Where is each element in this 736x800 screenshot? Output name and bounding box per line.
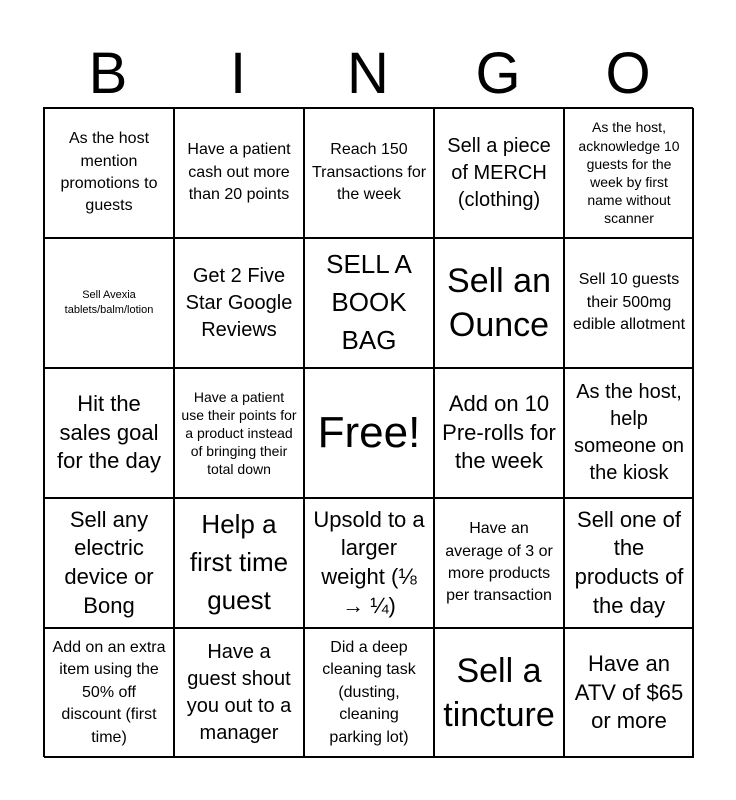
header-letter-o: O bbox=[605, 41, 651, 106]
bingo-cell[interactable]: Sell a piece of MERCH (clothing) bbox=[434, 108, 564, 238]
bingo-cell[interactable]: Have a guest shout you out to a manager bbox=[174, 628, 304, 758]
bingo-cell[interactable]: Sell Avexia tablets/balm/lotion bbox=[44, 238, 174, 368]
header-letter-g: G bbox=[475, 41, 521, 106]
bingo-header bbox=[43, 42, 693, 106]
bingo-cell[interactable]: SELL A BOOK BAG bbox=[304, 238, 434, 368]
bingo-cell[interactable]: Sell any electric device or Bong bbox=[44, 498, 174, 628]
header-letter-n: N bbox=[347, 41, 389, 106]
bingo-board bbox=[43, 107, 693, 757]
bingo-cell[interactable]: Upsold to a larger weight (⅛ → ¼) bbox=[304, 498, 434, 628]
bingo-cell[interactable]: As the host mention promotions to guests bbox=[44, 108, 174, 238]
header-letter-i: I bbox=[229, 41, 247, 106]
bingo-cell[interactable]: Sell one of the products of the day bbox=[564, 498, 694, 628]
bingo-cell[interactable]: Add on 10 Pre-rolls for the week bbox=[434, 368, 564, 498]
bingo-cell[interactable]: Did a deep cleaning task (dusting, cleaning parking lot) bbox=[304, 628, 434, 758]
bingo-cell[interactable]: Have a patient use their points for a product instead of bringing their total down bbox=[174, 368, 304, 498]
header-letter-b: B bbox=[88, 41, 128, 106]
bingo-cell[interactable]: As the host, help someone on the kiosk bbox=[564, 368, 694, 498]
bingo-cell[interactable]: Get 2 Five Star Google Reviews bbox=[174, 238, 304, 368]
bingo-cell[interactable]: Sell a tincture bbox=[434, 628, 564, 758]
bingo-cell[interactable]: Have a patient cash out more than 20 points bbox=[174, 108, 304, 238]
bingo-cell[interactable]: Sell an Ounce bbox=[434, 238, 564, 368]
bingo-cell[interactable]: Have an average of 3 or more products per transaction bbox=[434, 498, 564, 628]
bingo-cell[interactable]: Help a first time guest bbox=[174, 498, 304, 628]
bingo-cell[interactable]: Sell 10 guests their 500mg edible allotment bbox=[564, 238, 694, 368]
bingo-cell[interactable]: As the host, acknowledge 10 guests for the week by first name without scanner bbox=[564, 108, 694, 238]
bingo-cell[interactable]: Hit the sales goal for the day bbox=[44, 368, 174, 498]
bingo-cell[interactable]: Add on an extra item using the 50% off discount (first time) bbox=[44, 628, 174, 758]
bingo-cell[interactable]: Reach 150 Transactions for the week bbox=[304, 108, 434, 238]
free-space-cell[interactable]: Free! bbox=[304, 368, 434, 498]
bingo-cell[interactable]: Have an ATV of $65 or more bbox=[564, 628, 694, 758]
